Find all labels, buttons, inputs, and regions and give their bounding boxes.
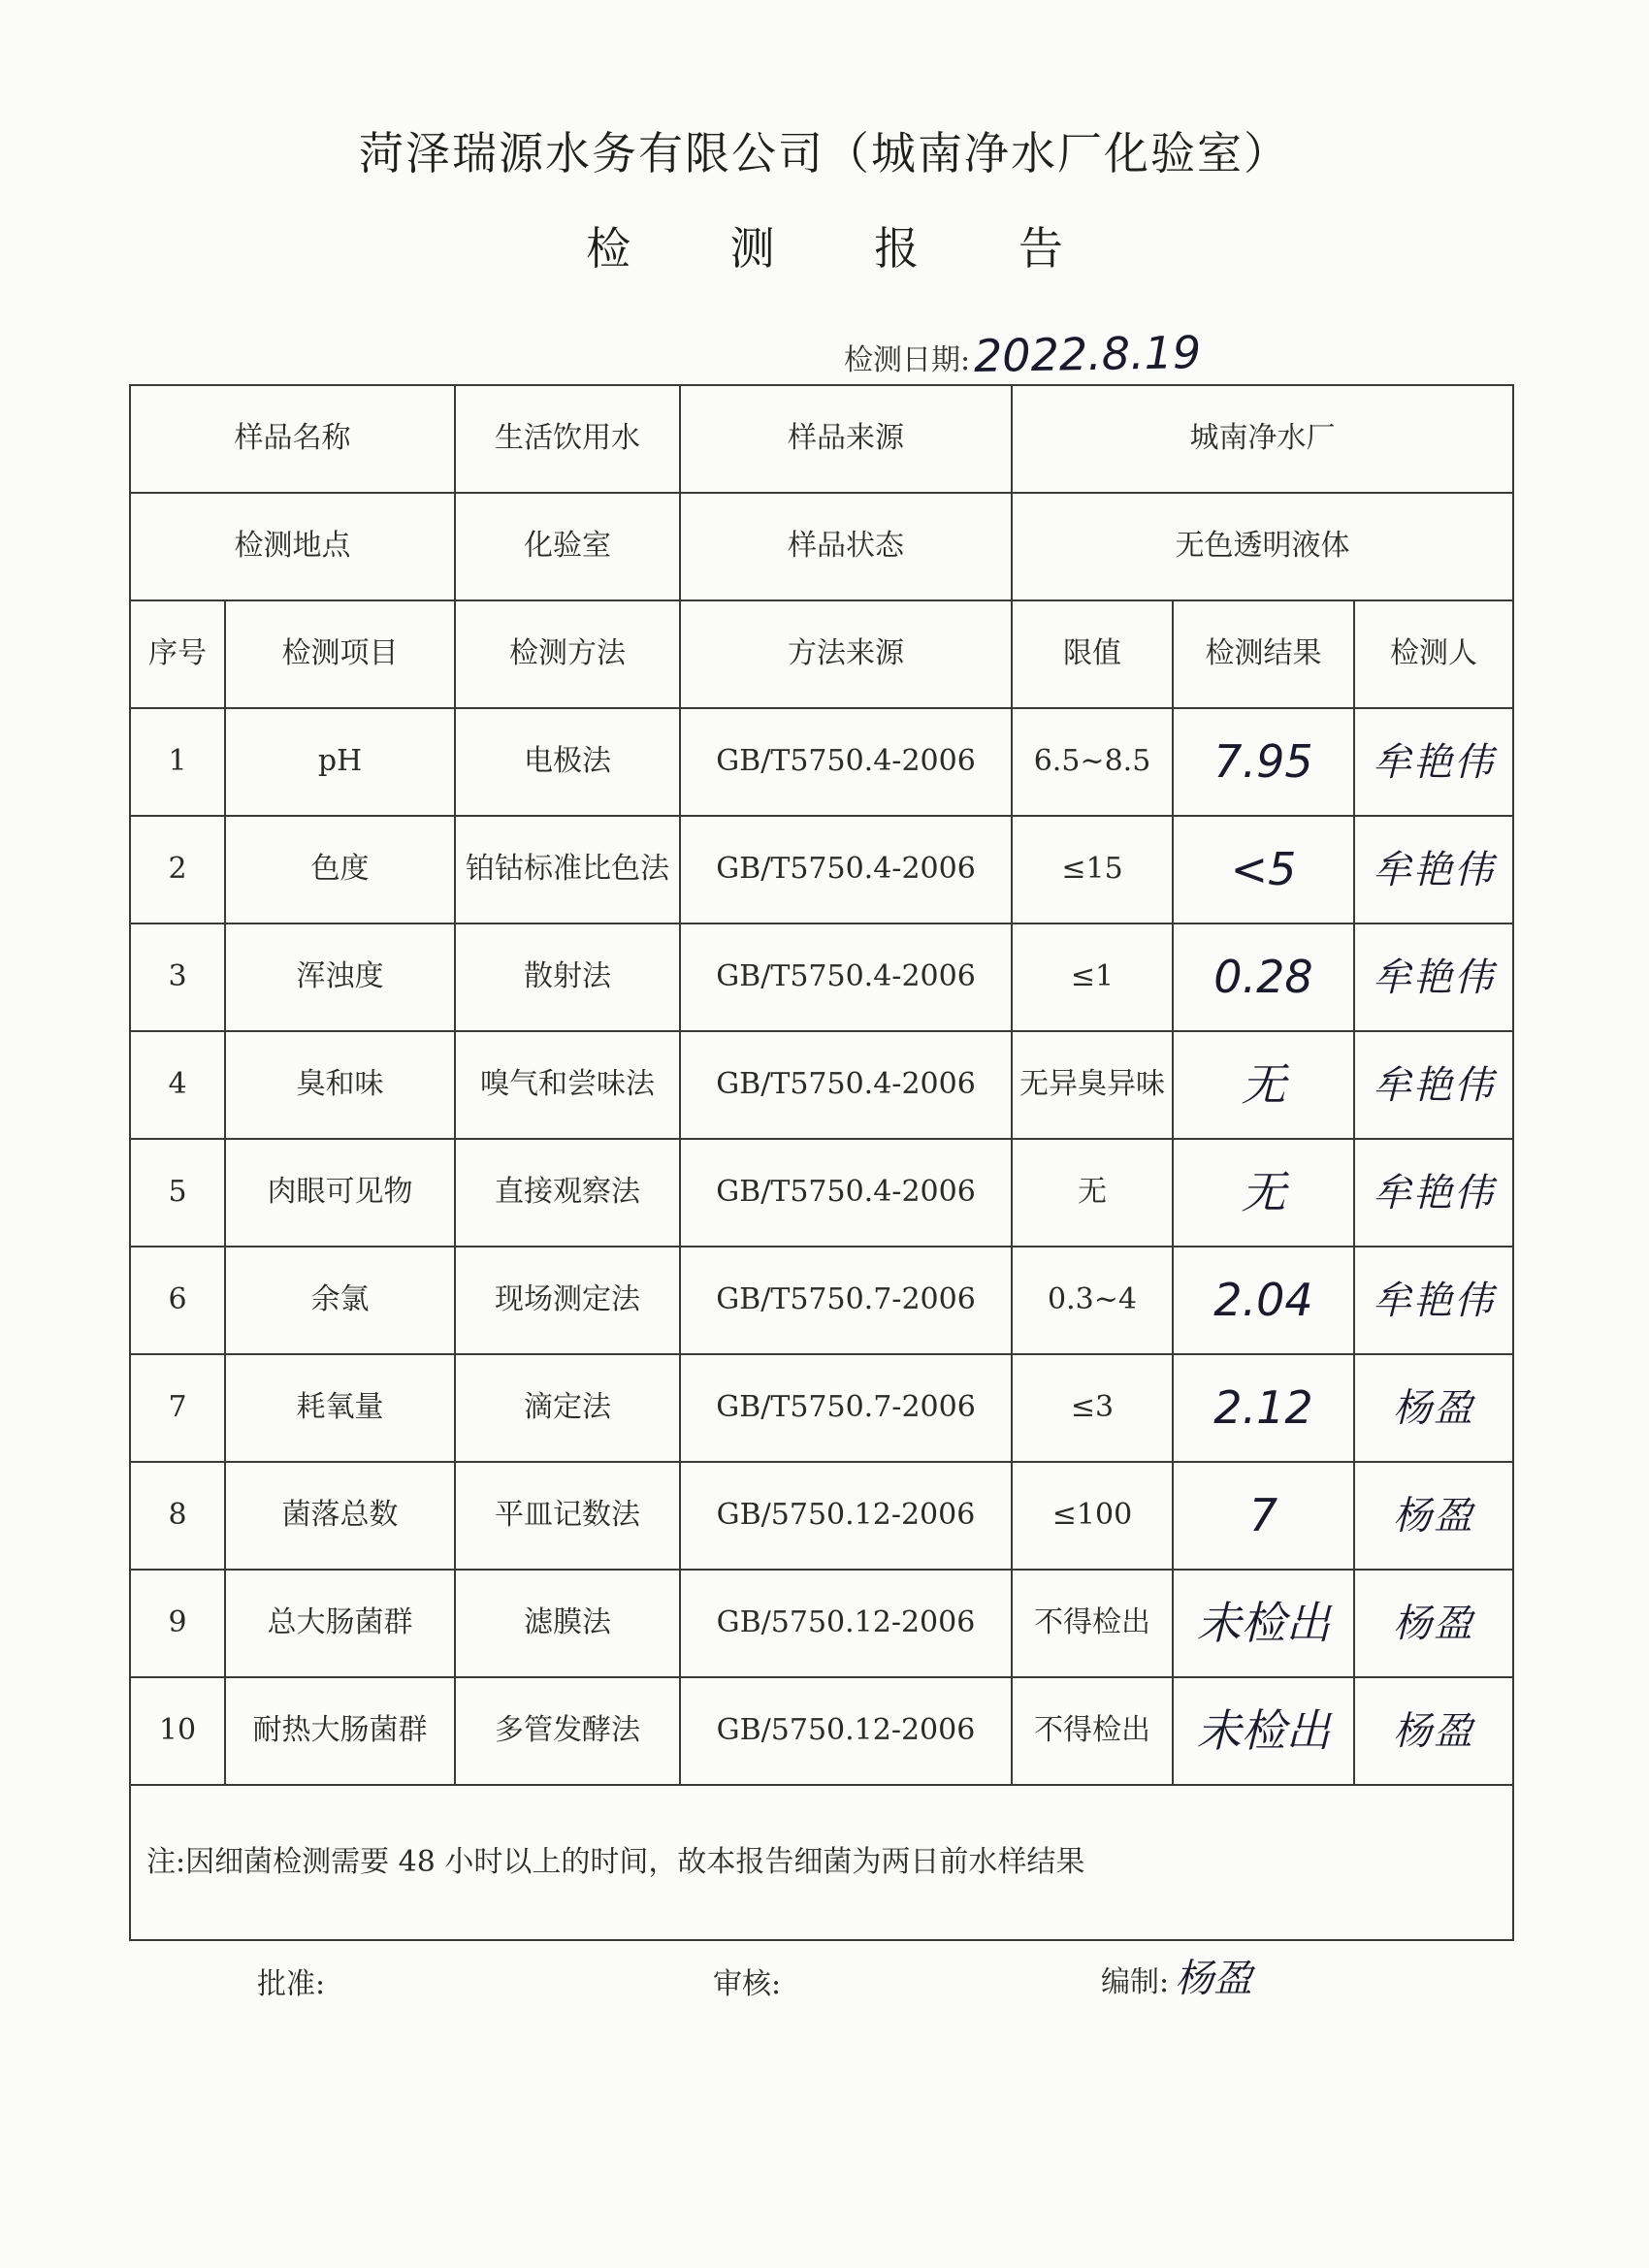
compile-signature: 杨盈 xyxy=(1175,1957,1253,2001)
row-result xyxy=(1173,1031,1354,1139)
row-result xyxy=(1173,1139,1354,1247)
row-source: GB/T5750.4-2006 xyxy=(680,1031,1012,1139)
table-row xyxy=(130,1570,1513,1677)
row-limit: ≤15 xyxy=(1012,816,1173,923)
row-no: 4 xyxy=(130,1031,225,1139)
row-result-value: 2.12 xyxy=(1213,1381,1313,1435)
row-no: 10 xyxy=(130,1677,225,1785)
col-header-no: 序号 xyxy=(130,600,225,708)
row-item: 浑浊度 xyxy=(225,923,455,1031)
row-item: 耐热大肠菌群 xyxy=(225,1677,455,1785)
row-result xyxy=(1173,1247,1354,1354)
row-source: GB/T5750.7-2006 xyxy=(680,1354,1012,1462)
table-row xyxy=(130,923,1513,1031)
row-no: 6 xyxy=(130,1247,225,1354)
review-field xyxy=(713,1960,781,2002)
row-no: 2 xyxy=(130,816,225,923)
row-result xyxy=(1173,1677,1354,1785)
sample-source-label: 样品来源 xyxy=(680,385,1012,493)
state-label: 样品状态 xyxy=(680,493,1012,600)
table-row xyxy=(130,1139,1513,1247)
row-limit: 6.5~8.5 xyxy=(1012,708,1173,816)
row-limit: 不得检出 xyxy=(1012,1677,1173,1785)
row-source: GB/T5750.4-2006 xyxy=(680,708,1012,816)
location-value: 化验室 xyxy=(455,493,680,600)
row-source: GB/T5750.4-2006 xyxy=(680,816,1012,923)
row-item: 肉眼可见物 xyxy=(225,1139,455,1247)
sample-name-label: 样品名称 xyxy=(130,385,455,493)
row-no: 5 xyxy=(130,1139,225,1247)
row-tester xyxy=(1354,1031,1513,1139)
compile-field xyxy=(1101,1948,1252,2003)
row-result-value: 未检出 xyxy=(1196,1597,1331,1650)
row-item: 色度 xyxy=(225,816,455,923)
row-item: 余氯 xyxy=(225,1247,455,1354)
row-method: 现场测定法 xyxy=(455,1247,680,1354)
row-tester-signature: 牟艳伟 xyxy=(1373,847,1495,892)
row-tester-signature: 牟艳伟 xyxy=(1373,955,1495,1000)
row-source: GB/5750.12-2006 xyxy=(680,1570,1012,1677)
row-tester xyxy=(1354,1462,1513,1570)
row-item: 总大肠菌群 xyxy=(225,1570,455,1677)
row-source: GB/5750.12-2006 xyxy=(680,1462,1012,1570)
row-tester-signature: 杨盈 xyxy=(1393,1385,1474,1431)
row-result xyxy=(1173,816,1354,923)
row-tester xyxy=(1354,923,1513,1031)
row-source: GB/T5750.7-2006 xyxy=(680,1247,1012,1354)
row-result xyxy=(1173,1462,1354,1570)
row-limit: ≤1 xyxy=(1012,923,1173,1031)
row-tester xyxy=(1354,1570,1513,1677)
state-value: 无色透明液体 xyxy=(1012,493,1513,600)
row-method: 电极法 xyxy=(455,708,680,816)
row-item: pH xyxy=(225,708,455,816)
row-result-value: 无 xyxy=(1241,1058,1286,1112)
row-limit: 无异臭异味 xyxy=(1012,1031,1173,1139)
row-item: 耗氧量 xyxy=(225,1354,455,1462)
row-tester xyxy=(1354,816,1513,923)
row-result-value: 无 xyxy=(1241,1166,1286,1219)
info-row-2 xyxy=(130,493,1513,600)
column-header-row xyxy=(130,600,1513,708)
col-header-limit: 限值 xyxy=(1012,600,1173,708)
row-tester xyxy=(1354,708,1513,816)
table-row xyxy=(130,1354,1513,1462)
row-result-value: 7.95 xyxy=(1213,735,1313,789)
table-row xyxy=(130,1247,1513,1354)
note-row xyxy=(130,1785,1513,1940)
approve-field xyxy=(257,1960,325,2002)
col-header-method: 检测方法 xyxy=(455,600,680,708)
row-no: 3 xyxy=(130,923,225,1031)
col-header-source: 方法来源 xyxy=(680,600,1012,708)
row-no: 8 xyxy=(130,1462,225,1570)
row-limit: 无 xyxy=(1012,1139,1173,1247)
row-limit: 不得检出 xyxy=(1012,1570,1173,1677)
row-tester xyxy=(1354,1677,1513,1785)
row-method: 平皿记数法 xyxy=(455,1462,680,1570)
row-source: GB/T5750.4-2006 xyxy=(680,1139,1012,1247)
row-limit: ≤100 xyxy=(1012,1462,1173,1570)
row-tester-signature: 杨盈 xyxy=(1393,1708,1474,1754)
location-label: 检测地点 xyxy=(130,493,455,600)
row-tester-signature: 牟艳伟 xyxy=(1373,1062,1495,1108)
row-result xyxy=(1173,923,1354,1031)
row-source: GB/T5750.4-2006 xyxy=(680,923,1012,1031)
col-header-result: 检测结果 xyxy=(1173,600,1354,708)
row-tester xyxy=(1354,1354,1513,1462)
row-tester-signature: 牟艳伟 xyxy=(1373,1278,1495,1323)
sample-name-value: 生活饮用水 xyxy=(455,385,680,493)
table-row xyxy=(130,1462,1513,1570)
info-row-1 xyxy=(130,385,1513,493)
row-no: 9 xyxy=(130,1570,225,1677)
row-method: 散射法 xyxy=(455,923,680,1031)
row-result xyxy=(1173,708,1354,816)
row-tester-signature: 杨盈 xyxy=(1393,1493,1474,1539)
test-date-label: 检测日期: xyxy=(844,343,971,377)
row-method: 多管发酵法 xyxy=(455,1677,680,1785)
table-row xyxy=(130,816,1513,923)
row-method: 滴定法 xyxy=(455,1354,680,1462)
table-row xyxy=(130,1677,1513,1785)
report-title: 菏泽瑞源水务有限公司（城南净水厂化验室） xyxy=(359,127,1290,179)
row-result-value: <5 xyxy=(1230,843,1297,896)
col-header-item: 检测项目 xyxy=(225,600,455,708)
row-tester-signature: 牟艳伟 xyxy=(1373,739,1495,785)
sample-source-value: 城南净水厂 xyxy=(1012,385,1513,493)
row-item: 菌落总数 xyxy=(225,1462,455,1570)
test-date-value: 2022.8.19 xyxy=(973,325,1202,383)
row-result xyxy=(1173,1354,1354,1462)
row-result xyxy=(1173,1570,1354,1677)
row-method: 滤膜法 xyxy=(455,1570,680,1677)
table-row xyxy=(130,708,1513,816)
row-tester-signature: 牟艳伟 xyxy=(1373,1170,1495,1215)
row-limit: 0.3~4 xyxy=(1012,1247,1173,1354)
row-tester xyxy=(1354,1247,1513,1354)
approve-label: 批准: xyxy=(257,1967,326,2001)
row-limit: ≤3 xyxy=(1012,1354,1173,1462)
row-result-value: 未检出 xyxy=(1196,1704,1331,1758)
col-header-tester: 检测人 xyxy=(1354,600,1513,708)
row-item: 臭和味 xyxy=(225,1031,455,1139)
report-subtitle: 检 测 报 告 xyxy=(586,222,1106,275)
row-result-value: 7 xyxy=(1248,1489,1278,1542)
table-row xyxy=(130,1031,1513,1139)
test-date xyxy=(844,325,1202,383)
compile-label: 编制: xyxy=(1101,1965,1170,1999)
report-table xyxy=(129,384,1514,1941)
row-method: 嗅气和尝味法 xyxy=(455,1031,680,1139)
row-method: 铂钴标准比色法 xyxy=(455,816,680,923)
row-method: 直接观察法 xyxy=(455,1139,680,1247)
row-source: GB/5750.12-2006 xyxy=(680,1677,1012,1785)
row-tester xyxy=(1354,1139,1513,1247)
row-tester-signature: 杨盈 xyxy=(1393,1601,1474,1646)
report-note: 注:因细菌检测需要 48 小时以上的时间，故本报告细菌为两日前水样结果 xyxy=(130,1785,1513,1940)
row-no: 1 xyxy=(130,708,225,816)
row-no: 7 xyxy=(130,1354,225,1462)
row-result-value: 2.04 xyxy=(1213,1274,1313,1327)
row-result-value: 0.28 xyxy=(1213,951,1313,1004)
review-label: 审核: xyxy=(713,1967,782,2001)
